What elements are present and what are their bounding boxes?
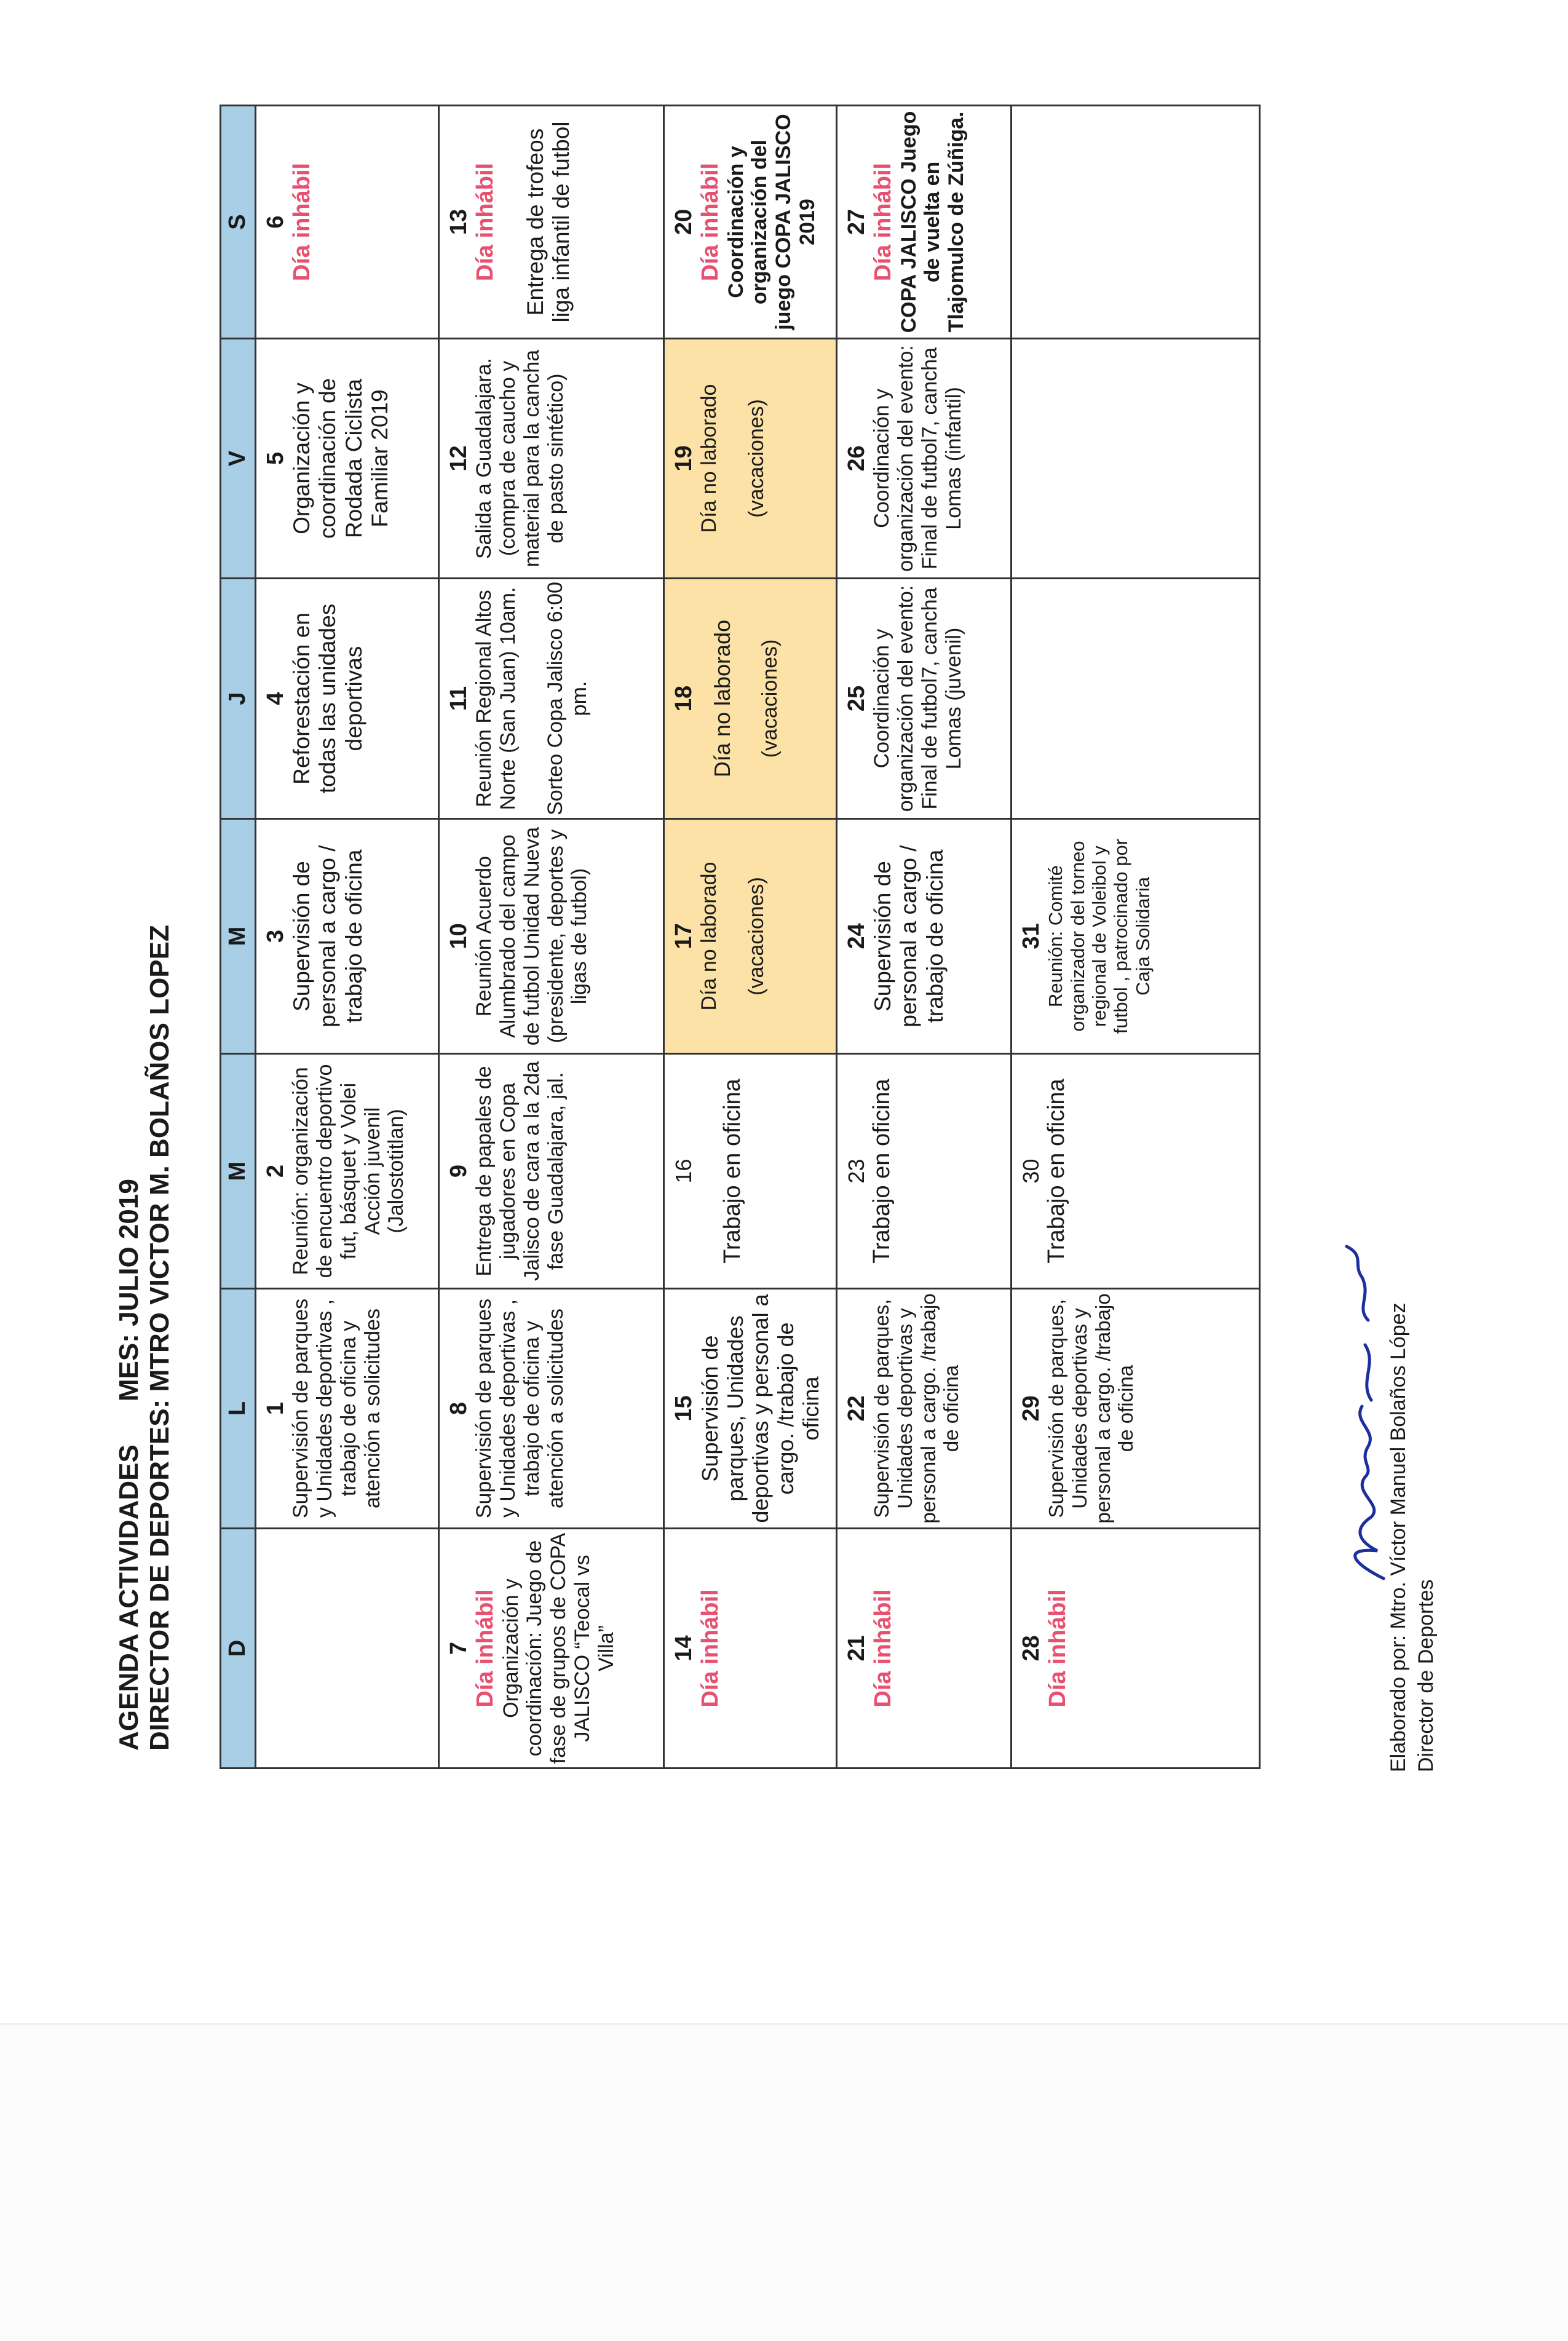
day-cell <box>439 579 664 819</box>
day-number: 1 <box>263 1401 288 1416</box>
week-row <box>664 106 837 1769</box>
day-number: 11 <box>446 686 472 711</box>
day-activity: Día no laborado <box>697 862 721 1011</box>
day-number: 5 <box>263 451 288 465</box>
day-activity-secondary: (vacaciones) <box>745 877 769 996</box>
day-cell <box>837 106 1012 339</box>
weekday-header <box>221 106 256 1769</box>
day-cell <box>439 339 664 579</box>
day-cell <box>837 339 1012 579</box>
day-activity-secondary: (vacaciones) <box>745 399 769 518</box>
day-activity: Trabajo en oficina <box>719 1079 746 1264</box>
day-number: 2 <box>263 1164 288 1178</box>
day-cell <box>439 106 664 339</box>
day-cell <box>256 106 439 339</box>
day-cell <box>439 1289 664 1529</box>
director-title: DIRECTOR DE DEPORTES: MTRO VICTOR M. BOLAÑOS LOPEZ <box>145 925 175 1751</box>
day-cell <box>256 819 439 1054</box>
day-cell-empty <box>1012 579 1260 819</box>
day-activity: Organización y coordinación: Juego de fase de grupos de COPA JALISCO “Teocal vs Villa” <box>499 1532 618 1764</box>
day-number: 26 <box>844 445 869 472</box>
day-cell <box>256 1054 439 1289</box>
day-activity: COPA JALISCO Juego de vuelta en Tlajomulco de Zúñiga. <box>897 111 968 333</box>
day-number: 9 <box>446 1164 472 1178</box>
day-activity: Reforestación en todas las unidades deportivas <box>289 603 366 794</box>
agenda-title: AGENDA ACTIVIDADES <box>114 1444 144 1751</box>
weekday-saturday: S <box>221 106 256 339</box>
prepared-by: Elaborado por: Mtro. Víctor Manuel Bolaños López <box>1387 1302 1410 1772</box>
day-cell-empty <box>1012 106 1260 339</box>
day-cell <box>1012 1529 1260 1769</box>
day-activity: Organización y coordinación de Rodada Ciclista Familiar 2019 <box>289 378 392 539</box>
day-activity: Día no laborado <box>710 619 735 778</box>
day-cell <box>256 579 439 819</box>
day-number: 4 <box>263 692 288 705</box>
day-activity-secondary: (vacaciones) <box>758 639 782 758</box>
day-cell <box>664 1529 837 1769</box>
day-number: 17 <box>671 923 697 949</box>
day-activity: Coordinación y organización del juego COPA JALISCO 2019 <box>724 114 819 330</box>
day-activity: Supervisión de parques, Unidades deportivas y personal a cargo. /trabajo de oficina <box>1045 1293 1138 1524</box>
day-number: 8 <box>446 1401 472 1416</box>
day-cell <box>837 579 1012 819</box>
day-number: 6 <box>263 215 288 229</box>
day-activity: Trabajo en oficina <box>1043 1079 1070 1264</box>
week-row <box>1012 106 1260 1769</box>
day-activity-secondary: Sorteo Copa Jalisco 6:00 pm. <box>543 582 591 815</box>
day-number: 23 <box>844 1159 869 1184</box>
day-cell <box>256 339 439 579</box>
day-cell <box>439 1054 664 1289</box>
day-number: 24 <box>844 923 869 949</box>
day-cell <box>439 1529 664 1769</box>
day-number: 14 <box>671 1635 697 1662</box>
day-activity: Coordinación y organización del evento: Final de futbol7, cancha Lomas (juvenil) <box>870 585 965 812</box>
day-activity: Supervisión de parques y Unidades deportivas , trabajo de oficina y atención a solicitudes <box>472 1298 568 1519</box>
day-number: 20 <box>671 208 697 236</box>
document-title <box>114 1179 145 1751</box>
day-cell <box>664 1289 837 1529</box>
day-number: 25 <box>844 685 869 712</box>
calendar-table <box>220 105 1261 1769</box>
day-cell <box>664 106 837 339</box>
day-cell <box>837 1289 1012 1529</box>
month-title: MES: JULIO 2019 <box>114 1179 144 1402</box>
day-number: 27 <box>844 208 869 236</box>
day-activity: Coordinación y organización del evento: Final de futbol7, cancha Lomas (infantil) <box>870 345 965 572</box>
day-cell <box>1012 819 1260 1054</box>
day-number: 18 <box>671 685 697 712</box>
day-activity: Supervisión de parques y Unidades deportivas , trabajo de oficina y atención a solicitudes <box>289 1298 384 1519</box>
day-number: 29 <box>1018 1395 1044 1422</box>
day-activity: Trabajo en oficina <box>869 1079 895 1264</box>
day-activity: Día no laborado <box>697 384 721 533</box>
day-number: 21 <box>844 1635 869 1662</box>
holiday-label: Día inhábil <box>1045 1589 1071 1708</box>
day-activity: Reunión Acuerdo Alumbrado del campo de futbol Unidad Nueva (presidente, deportes y ligas de futbol) <box>472 826 592 1046</box>
day-cell-empty <box>256 1529 439 1769</box>
holiday-label: Día inhábil <box>289 162 315 282</box>
holiday-label: Día inhábil <box>472 162 499 282</box>
holiday-label: Día inhábil <box>472 1589 499 1708</box>
day-cell <box>1012 1289 1260 1529</box>
day-number: 22 <box>844 1395 869 1422</box>
day-cell <box>837 1054 1012 1289</box>
day-cell-vacation <box>664 579 837 819</box>
day-cell <box>837 1529 1012 1769</box>
day-number: 10 <box>446 923 472 949</box>
day-cell-vacation <box>664 819 837 1054</box>
weekday-monday: L <box>221 1289 256 1529</box>
day-number: 13 <box>446 208 472 236</box>
weekday-thursday: J <box>221 579 256 819</box>
day-cell <box>664 1054 837 1289</box>
day-number: 30 <box>1018 1159 1043 1184</box>
day-number: 28 <box>1018 1635 1044 1662</box>
holiday-label: Día inhábil <box>697 162 724 282</box>
weekday-sunday: D <box>221 1529 256 1769</box>
day-number: 7 <box>446 1641 472 1655</box>
day-number: 31 <box>1018 923 1044 949</box>
holiday-label: Día inhábil <box>870 162 897 282</box>
day-number: 3 <box>263 929 288 943</box>
week-row <box>837 106 1012 1769</box>
day-number: 19 <box>671 445 697 472</box>
week-row <box>256 106 439 1769</box>
prepared-by-role: Director de Deportes <box>1414 1579 1438 1772</box>
weekday-wednesday: M <box>221 819 256 1054</box>
day-cell-empty <box>1012 339 1260 579</box>
holiday-label: Día inhábil <box>697 1589 724 1708</box>
day-activity: Reunión: organización de encuentro deportivo fut, básquet y Volei Acción juvenil (Jalostotitlan) <box>289 1064 408 1278</box>
week-row <box>439 106 664 1769</box>
day-activity: Entrega de papales de jugadores en Copa Jalisco de cara a la 2da fase Guadalajara, jal. <box>472 1061 568 1281</box>
day-number: 15 <box>671 1395 697 1422</box>
day-number: 12 <box>446 445 472 472</box>
weekday-tuesday: M <box>221 1054 256 1289</box>
day-activity: Reunión Regional Altos Norte (San Juan) 10am. <box>472 587 520 810</box>
day-activity: Supervisión de personal a cargo / trabajo de oficina <box>289 845 366 1028</box>
day-cell <box>1012 1054 1260 1289</box>
day-activity: Supervisión de personal a cargo / trabajo de oficina <box>870 845 948 1028</box>
day-cell-vacation <box>664 339 837 579</box>
holiday-label: Día inhábil <box>870 1589 897 1708</box>
weekday-friday: V <box>221 339 256 579</box>
day-number: 16 <box>671 1159 696 1184</box>
day-cell <box>837 819 1012 1054</box>
day-cell <box>256 1289 439 1529</box>
day-activity: Entrega de trofeos liga infantil de futbol <box>522 121 574 323</box>
day-activity: Salida a Guadalajara. (compra de caucho y material para la cancha de pasto sintético) <box>472 349 568 568</box>
day-activity: Reunión: Comité organizador del torneo regional de Voleibol y futbol , patrocinado por Caja Solidaria <box>1045 838 1154 1034</box>
day-cell <box>439 819 664 1054</box>
day-activity: Supervisión de parques, Unidades deportivas y personal a cargo. /trabajo de oficina <box>870 1293 963 1524</box>
day-activity: Supervisión de parques, Unidades deportivas y personal a cargo. /trabajo de oficina <box>697 1294 824 1523</box>
